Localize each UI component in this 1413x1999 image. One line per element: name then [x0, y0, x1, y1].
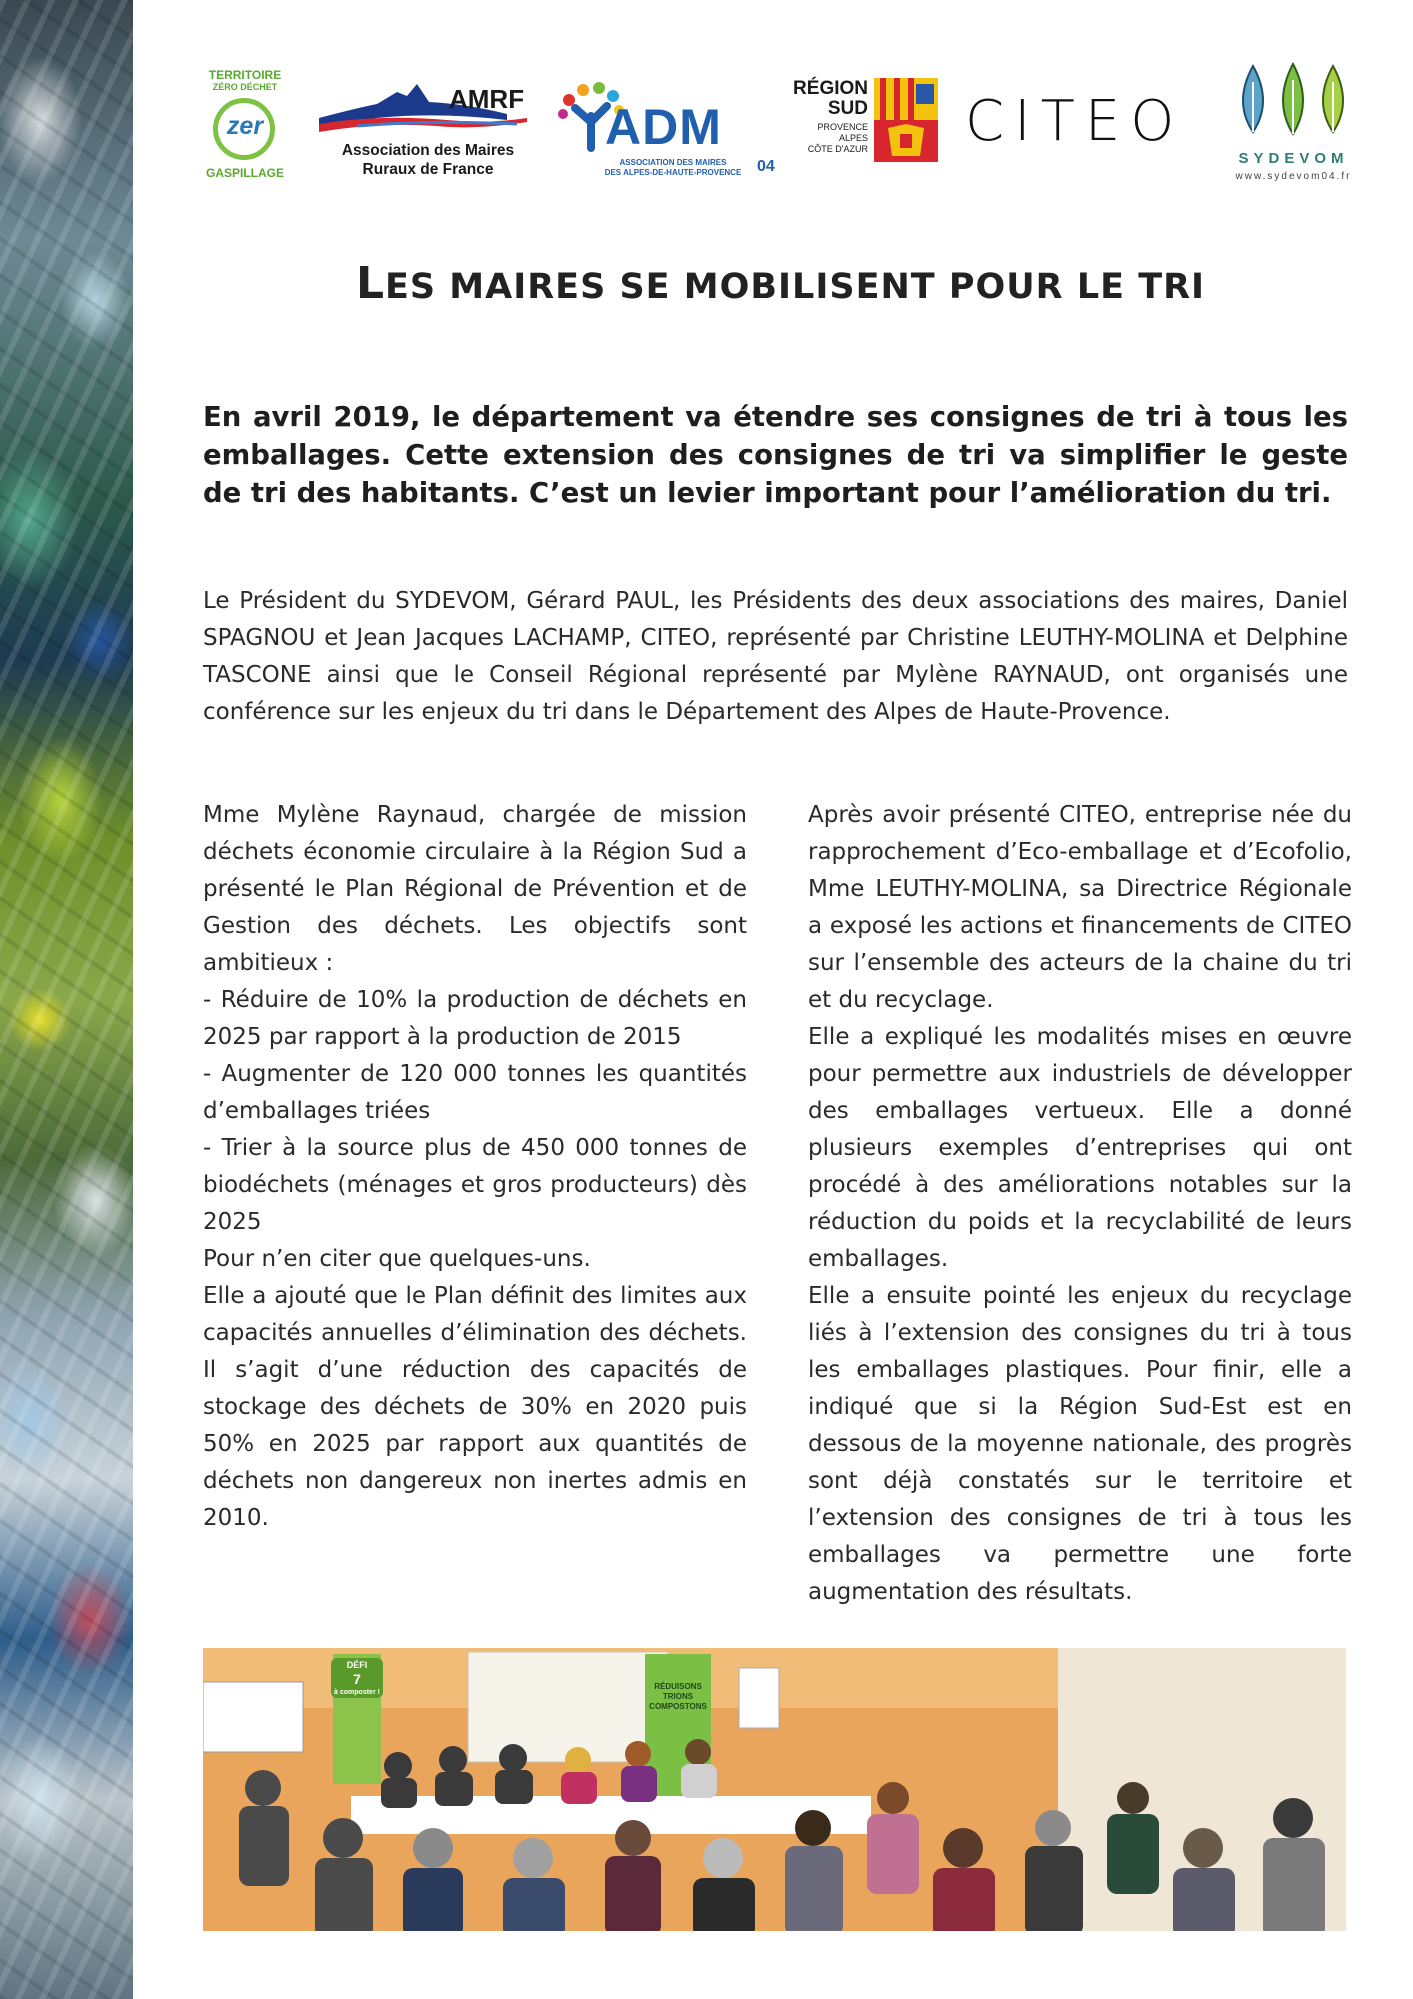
right-paragraph-3: Elle a ensuite pointé les enjeux du recyclage liés à l’extension des consignes du tri à tous les emballages plastiques. Pour finir, elle a indiqué que si la Région Sud-Est est en dessous de la moyenne nationale, des progrès sont déjà constatés sur le territoire et l’extension des consignes de tri à tous les emballages va permettre une forte augmentation des résultats. — [808, 1283, 1352, 1605]
banner-left-mid: 7 — [353, 1671, 361, 1687]
region-sud-logo — [778, 78, 948, 178]
region-line1: RÉGION — [793, 78, 868, 99]
partner-logos — [205, 62, 1360, 192]
adm-acronym: ADM — [605, 99, 722, 155]
banner-right-line3: COMPOSTONS — [649, 1702, 707, 1711]
left-paragraph-3: Elle a ajouté que le Plan définit des limites aux capacités annuelles d’élimination des déchets. Il s’agit d’une réduction des capacités de stockage des déchets de 30% en 2020 puis 50% en 2025 par rapport aux quantités de déchets non dangereux non inertes admis en 2010. — [203, 1283, 747, 1531]
right-paragraph-2: Elle a expliqué les modalités mises en œuvre pour permettre aux industriels de développer des emballages vertueux. Elle a donné plusieurs exemples d’entreprises qui ont procédé à des améliorations notables sur la réduction du poids et la recyclabilité de leurs emballages. — [808, 1024, 1352, 1272]
objective-item-2: - Augmenter de 120 000 tonnes les quantités d’emballages triées — [203, 1061, 747, 1124]
adm-code: 04 — [757, 158, 775, 175]
adm-line2: DES ALPES-DE-HAUTE-PROVENCE — [604, 168, 742, 177]
amrf-line1: Association des Maires — [341, 142, 515, 159]
banner-left-bottom: à composter ! — [334, 1689, 380, 1696]
lead-paragraph: En avril 2019, le département va étendre ses consignes de tri à tous les emballages. Cette extension des consignes de tri va simplifier le geste de tri des habitants. C’est un levier important pour l’amélioration du tri. — [203, 401, 1348, 509]
waste-background-strip — [0, 0, 133, 1999]
zero-waste-logo — [205, 68, 285, 190]
amrf-logo — [317, 74, 539, 184]
right-column — [808, 797, 1352, 1611]
citeo-wordmark: CITEO — [965, 89, 1185, 154]
zero-waste-line2: ZÉRO DÉCHET — [212, 82, 278, 92]
citeo-logo — [965, 89, 1205, 154]
left-paragraph-2: Pour n’en citer que quelques-uns. — [203, 1246, 591, 1272]
region-line2: SUD — [827, 98, 868, 119]
banner-right-line1: RÉDUISONS — [654, 1682, 702, 1691]
banner-left-top: DÉFI — [346, 1660, 368, 1670]
left-paragraph-1: Mme Mylène Raynaud, chargée de mission déchets économie circulaire à la Région Sud a présenté le Plan Régional de Prévention et de Gestion des déchets. Les objectifs sont ambitieux : — [203, 802, 747, 976]
photo-banner-right — [647, 1682, 709, 1712]
amrf-acronym: AMRF — [449, 84, 525, 114]
adm-line1: ASSOCIATION DES MAIRES — [619, 158, 727, 167]
sydevom-logo — [1227, 62, 1360, 190]
intro-paragraph: Le Président du SYDEVOM, Gérard PAUL, les Présidents des deux associations des maires, Daniel SPAGNOU et Jean Jacques LACHAMP, CITEO, représenté par Christine LEUTHY-MOLINA et Delphine TASCONE ainsi que le Conseil Régional représenté par Mylène RAYNAUD, ont organisés une conférence sur les enjeux du tri dans le Département des Alpes de Haute-Provence. — [203, 588, 1348, 725]
amrf-line2: Ruraux de France — [362, 161, 494, 178]
zero-waste-line3: GASPILLAGE — [205, 166, 284, 180]
region-line5: CÔTE D'AZUR — [807, 144, 868, 154]
objective-item-1: - Réduire de 10% la production de déchets en 2025 par rapport à la production de 2015 — [203, 987, 747, 1050]
region-line3: PROVENCE — [817, 122, 868, 132]
right-paragraph-1: Après avoir présenté CITEO, entreprise née du rapprochement d’Eco-emballage et d’Ecofolio, Mme LEUTHY-MOLINA, sa Directrice Régionale a exposé les actions et financements de CITEO sur l’ensemble des acteurs de la chaine du tri et du recyclage. — [808, 802, 1352, 1013]
zero-waste-mark: zer — [226, 112, 264, 140]
page-title — [203, 258, 1358, 309]
leaves-icon — [1227, 62, 1360, 142]
title-rest: ES MAIRES SE MOBILISENT POUR LE TRI — [384, 267, 1206, 307]
sydevom-wordmark: SYDEVOM — [1238, 150, 1349, 167]
title-initial: L — [355, 258, 385, 309]
coat-of-arms-icon — [874, 78, 938, 162]
sydevom-url: www.sydevom04.fr — [1235, 171, 1352, 182]
banner-right-line2: TRIONS — [662, 1692, 694, 1701]
conference-photo — [203, 1648, 1346, 1931]
region-line4: ALPES — [838, 133, 868, 143]
zero-waste-line1: TERRITOIRE — [208, 68, 282, 82]
left-column — [203, 797, 747, 1537]
photo-banner-left — [331, 1660, 383, 1698]
adm-logo — [553, 82, 783, 182]
objective-item-3: - Trier à la source plus de 450 000 tonnes de biodéchets (ménages et gros producteurs) dès 2025 — [203, 1135, 747, 1235]
